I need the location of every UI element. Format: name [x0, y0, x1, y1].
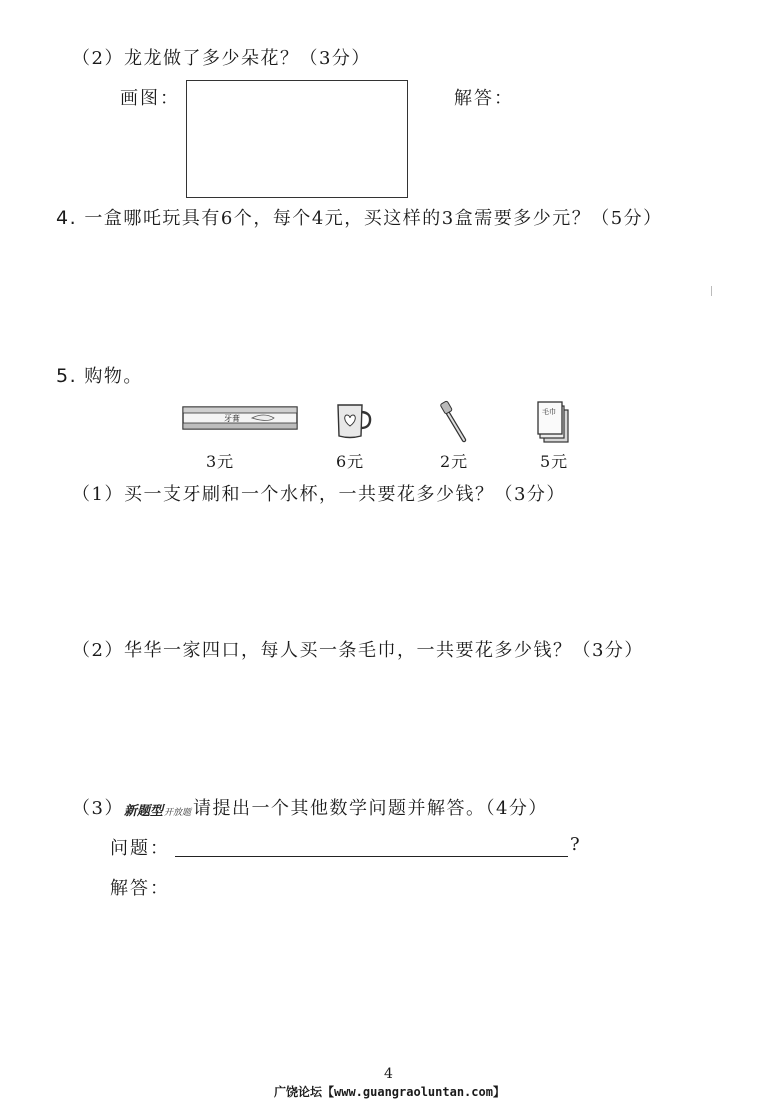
toothpaste-box-label: 牙膏: [224, 414, 240, 423]
badge-sub: 开放题: [163, 807, 191, 818]
price-towel: 5元: [540, 452, 569, 471]
draw-label: 画图：: [120, 88, 180, 109]
question-label: 问题：: [110, 838, 170, 859]
page-number: 4: [384, 1066, 393, 1082]
q5-heading: [56, 362, 143, 388]
drawing-box[interactable]: [186, 80, 408, 198]
q3-answer-label: 解答：: [454, 88, 514, 109]
q4-question: [56, 204, 663, 230]
q5-number: 5.: [56, 365, 78, 387]
toothbrush-icon: [440, 400, 470, 444]
q5-answer-label: 解答：: [110, 878, 170, 899]
price-toothpaste: 3元: [206, 452, 235, 471]
badge-main: 新题型: [123, 803, 163, 819]
new-question-type-badge: [124, 799, 191, 820]
towel-icon: [536, 400, 572, 444]
q3-part2-text: （2）龙龙做了多少朵花？（3分）: [72, 48, 371, 69]
q5-part3-prefix: （3）: [72, 798, 124, 819]
q5-part3-line: [72, 794, 548, 820]
q4-text: 一盒哪吒玩具有6个，每个4元，买这样的3盒需要多少元？（5分）: [84, 208, 663, 229]
footer-site: 广饶论坛【www.guangraoluntan.com】: [274, 1085, 505, 1099]
q5-part2-text: （2）华华一家四口，每人买一条毛巾，一共要花多少钱？（3分）: [72, 640, 644, 661]
scan-mark: [711, 286, 712, 296]
toothpaste-icon: [182, 404, 300, 432]
q4-number: 4.: [56, 207, 78, 229]
price-cup: 6元: [336, 452, 365, 471]
question-mark: ?: [570, 834, 582, 855]
q5-part3-text: 请提出一个其他数学问题并解答。（4分）: [192, 798, 548, 819]
question-answer-line[interactable]: [175, 836, 568, 857]
q5-part1-text: （1）买一支牙刷和一个水杯，一共要花多少钱？（3分）: [72, 484, 566, 505]
cup-icon: [334, 402, 374, 440]
q5-title: 购物。: [84, 366, 143, 387]
price-toothbrush: 2元: [440, 452, 469, 471]
towel-label: 毛巾: [542, 408, 556, 416]
